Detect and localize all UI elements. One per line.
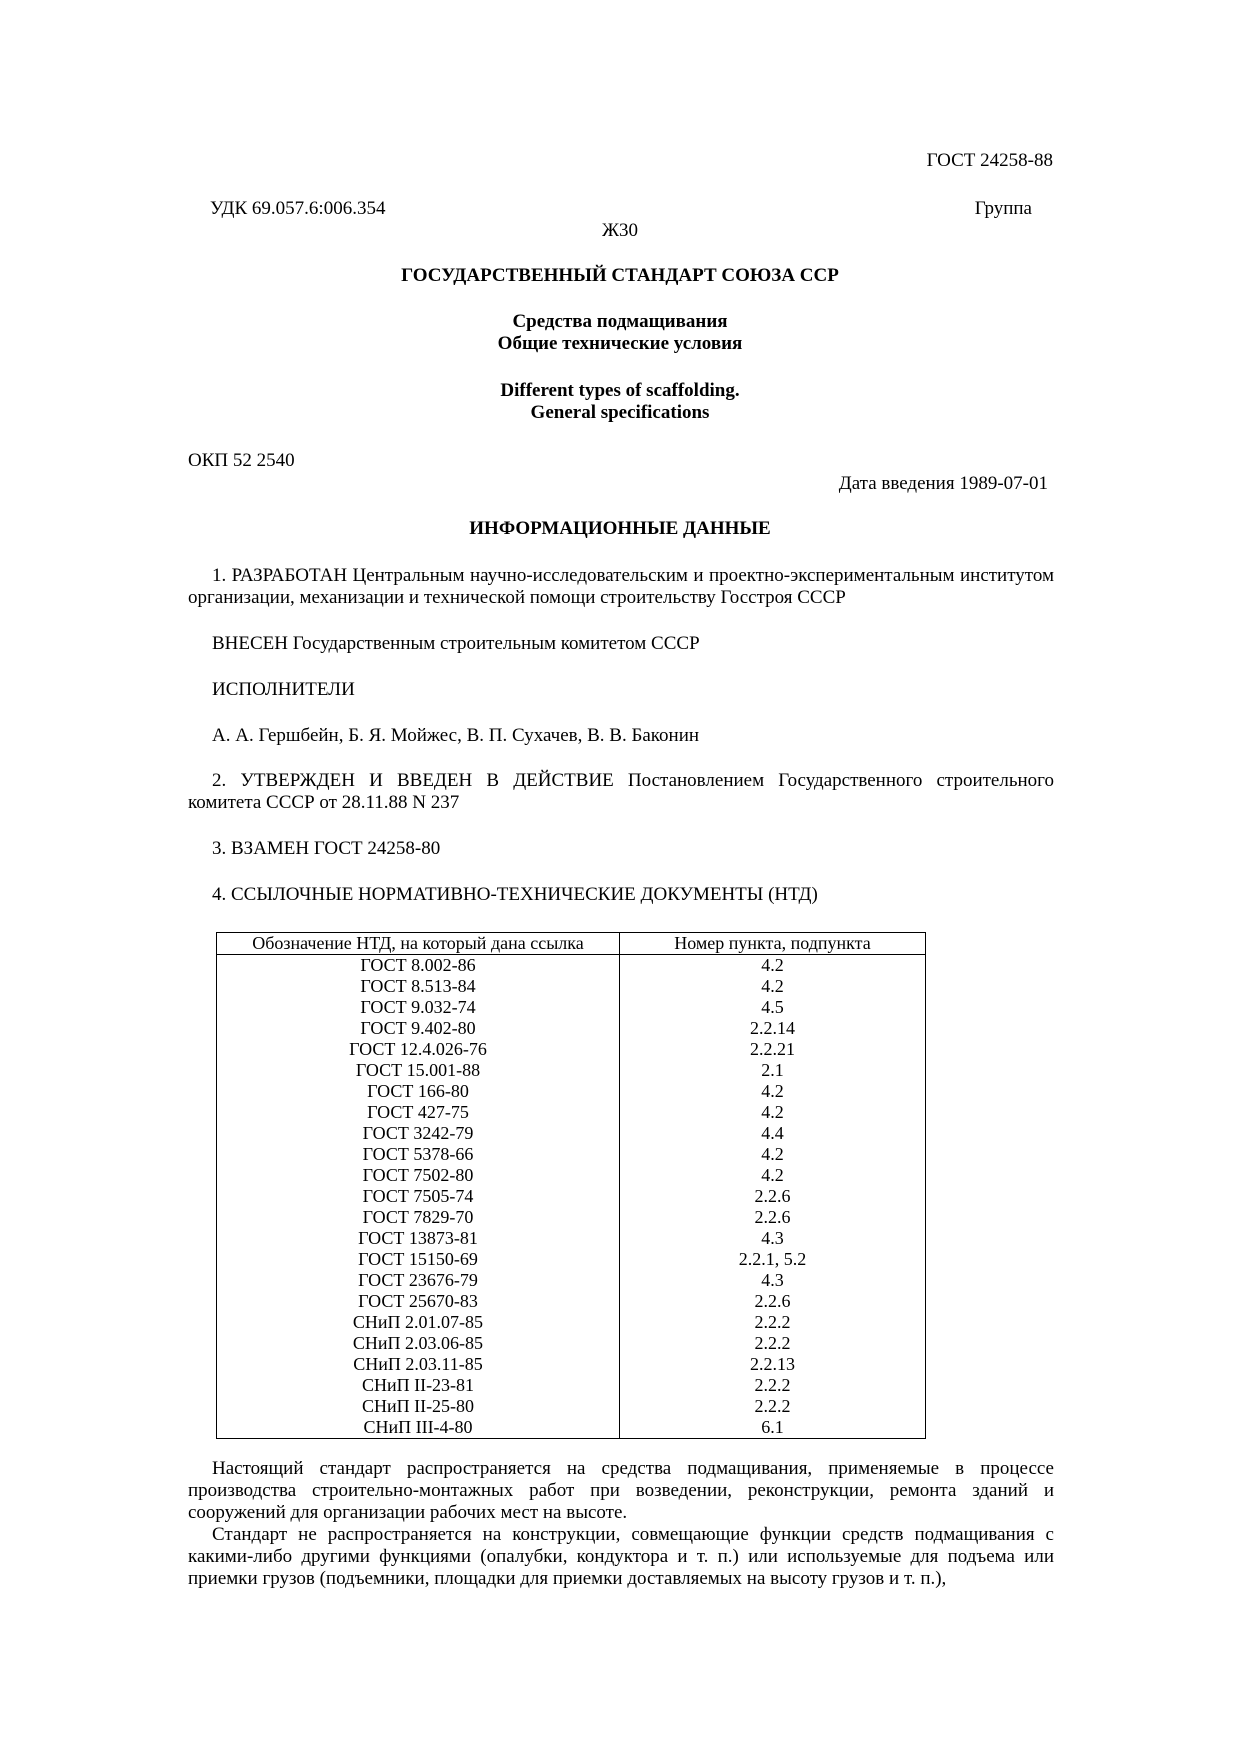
table-row [217, 1081, 926, 1102]
table-row [217, 1039, 926, 1060]
gost-number: ГОСТ 24258-88 [926, 150, 1053, 171]
ntd-designation-cell: ГОСТ 15150-69 [217, 1249, 620, 1270]
ntd-designation-cell: ГОСТ 166-80 [217, 1081, 620, 1102]
clause-number-cell: 2.2.2 [620, 1375, 926, 1396]
introduction-date: Дата введения 1989-07-01 [838, 473, 1048, 494]
ntd-designation-cell: ГОСТ 13873-81 [217, 1228, 620, 1249]
info-item-developed: 1. РАЗРАБОТАН Центральным научно-исследовательским и проектно-экспериментальным институтом организации, механизации и технической помощи строительству Госстроя СССР [188, 565, 1054, 608]
group-code: Ж30 [601, 220, 639, 241]
clause-number-cell: 4.2 [620, 1102, 926, 1123]
info-heading: ИНФОРМАЦИОННЫЕ ДАННЫЕ [469, 518, 771, 539]
table-row [217, 1144, 926, 1165]
table-row [217, 1228, 926, 1249]
title-ru-line1: Средства подмащивания [512, 311, 728, 332]
clause-number-cell: 6.1 [620, 1417, 926, 1439]
table-body [217, 955, 926, 1439]
reference-documents-table [216, 932, 926, 1439]
clause-number-cell: 2.2.21 [620, 1039, 926, 1060]
ntd-designation-cell: ГОСТ 7505-74 [217, 1186, 620, 1207]
title-en-line2: General specifications [530, 402, 710, 423]
clause-number-cell: 2.1 [620, 1060, 926, 1081]
clause-number-cell: 4.2 [620, 1144, 926, 1165]
table-row [217, 1270, 926, 1291]
info-item-submitted: ВНЕСЕН Государственным строительным комитетом СССР [212, 633, 700, 654]
info-executors: А. А. Гершбейн, Б. Я. Мойжес, В. П. Сухачев, В. В. Баконин [212, 725, 700, 746]
clause-number-cell: 2.2.2 [620, 1333, 926, 1354]
title-en-line1: Different types of scaffolding. [500, 380, 740, 401]
ntd-designation-cell: ГОСТ 9.402-80 [217, 1018, 620, 1039]
table-row [217, 976, 926, 997]
state-standard-title: ГОСУДАРСТВЕННЫЙ СТАНДАРТ СОЮЗА ССР [401, 265, 839, 286]
table-row [217, 1186, 926, 1207]
table-row [217, 1102, 926, 1123]
ntd-designation-cell: СНиП II-23-81 [217, 1375, 620, 1396]
clause-number-cell: 2.2.13 [620, 1354, 926, 1375]
clause-number-cell: 2.2.6 [620, 1207, 926, 1228]
table-row [217, 997, 926, 1018]
ntd-designation-cell: СНиП 2.03.11-85 [217, 1354, 620, 1375]
title-ru-line2: Общие технические условия [497, 333, 743, 354]
ntd-designation-cell: ГОСТ 12.4.026-76 [217, 1039, 620, 1060]
ntd-designation-cell: ГОСТ 23676-79 [217, 1270, 620, 1291]
column-header-clause: Номер пункта, подпункта [620, 933, 926, 955]
clause-number-cell: 4.2 [620, 1165, 926, 1186]
info-item-references: 4. ССЫЛОЧНЫЕ НОРМАТИВНО-ТЕХНИЧЕСКИЕ ДОКУМЕНТЫ (НТД) [212, 884, 818, 905]
scope-paragraph: Настоящий стандарт распространяется на средства подмащивания, применяемые в процессе производства строительно-монтажных работ при возведении, реконструкции, ремонта зданий и сооружений для организации рабочих мест на высоте. [188, 1458, 1054, 1523]
ntd-designation-cell: ГОСТ 7829-70 [217, 1207, 620, 1228]
clause-number-cell: 4.2 [620, 1081, 926, 1102]
ntd-designation-cell: СНиП II-25-80 [217, 1396, 620, 1417]
okp-code: ОКП 52 2540 [188, 450, 295, 471]
clause-number-cell: 2.2.6 [620, 1186, 926, 1207]
info-item-approved: 2. УТВЕРЖДЕН И ВВЕДЕН В ДЕЙСТВИЕ Постановлением Государственного строительного комитета СССР от 28.11.88 N 237 [188, 770, 1054, 813]
table-row [217, 1018, 926, 1039]
ntd-designation-cell: ГОСТ 5378-66 [217, 1144, 620, 1165]
ntd-designation-cell: СНиП III-4-80 [217, 1417, 620, 1439]
clause-number-cell: 2.2.2 [620, 1396, 926, 1417]
table-row [217, 1354, 926, 1375]
clause-number-cell: 2.2.2 [620, 1312, 926, 1333]
table-row [217, 1123, 926, 1144]
table-row [217, 1396, 926, 1417]
info-item-replaces: 3. ВЗАМЕН ГОСТ 24258-80 [212, 838, 441, 859]
ntd-designation-cell: ГОСТ 9.032-74 [217, 997, 620, 1018]
ntd-designation-cell: ГОСТ 7502-80 [217, 1165, 620, 1186]
ntd-designation-cell: ГОСТ 8.513-84 [217, 976, 620, 997]
column-header-designation: Обозначение НТД, на который дана ссылка [217, 933, 620, 955]
ntd-designation-cell: ГОСТ 427-75 [217, 1102, 620, 1123]
clause-number-cell: 4.2 [620, 976, 926, 997]
table-row [217, 1165, 926, 1186]
table-row [217, 1312, 926, 1333]
ntd-designation-cell: ГОСТ 15.001-88 [217, 1060, 620, 1081]
clause-number-cell: 2.2.1, 5.2 [620, 1249, 926, 1270]
ntd-designation-cell: ГОСТ 3242-79 [217, 1123, 620, 1144]
info-executors-label: ИСПОЛНИТЕЛИ [212, 679, 355, 700]
ntd-designation-cell: СНиП 2.01.07-85 [217, 1312, 620, 1333]
ntd-designation-cell: ГОСТ 25670-83 [217, 1291, 620, 1312]
group-label: Группа [974, 198, 1032, 219]
clause-number-cell: 2.2.6 [620, 1291, 926, 1312]
table-header-row [217, 933, 926, 955]
table-row [217, 1291, 926, 1312]
table-row [217, 1249, 926, 1270]
table-row [217, 1375, 926, 1396]
table-row [217, 1333, 926, 1354]
table-row [217, 1417, 926, 1439]
exclusions-paragraph: Стандарт не распространяется на конструкции, совмещающие функции средств подмащивания с какими-либо другими функциями (опалубки, кондуктора и т. п.) или используемые для подъема или приемки грузов (подъемники, площадки для приемки доставляемых на высоту грузов и т. п.), [188, 1524, 1054, 1589]
ntd-designation-cell: ГОСТ 8.002-86 [217, 955, 620, 977]
clause-number-cell: 4.3 [620, 1270, 926, 1291]
table-row [217, 1060, 926, 1081]
clause-number-cell: 4.3 [620, 1228, 926, 1249]
table-row [217, 955, 926, 977]
udk-code: УДК 69.057.6:006.354 [210, 198, 386, 219]
clause-number-cell: 4.4 [620, 1123, 926, 1144]
table-row [217, 1207, 926, 1228]
clause-number-cell: 4.5 [620, 997, 926, 1018]
clause-number-cell: 4.2 [620, 955, 926, 977]
ntd-designation-cell: СНиП 2.03.06-85 [217, 1333, 620, 1354]
clause-number-cell: 2.2.14 [620, 1018, 926, 1039]
